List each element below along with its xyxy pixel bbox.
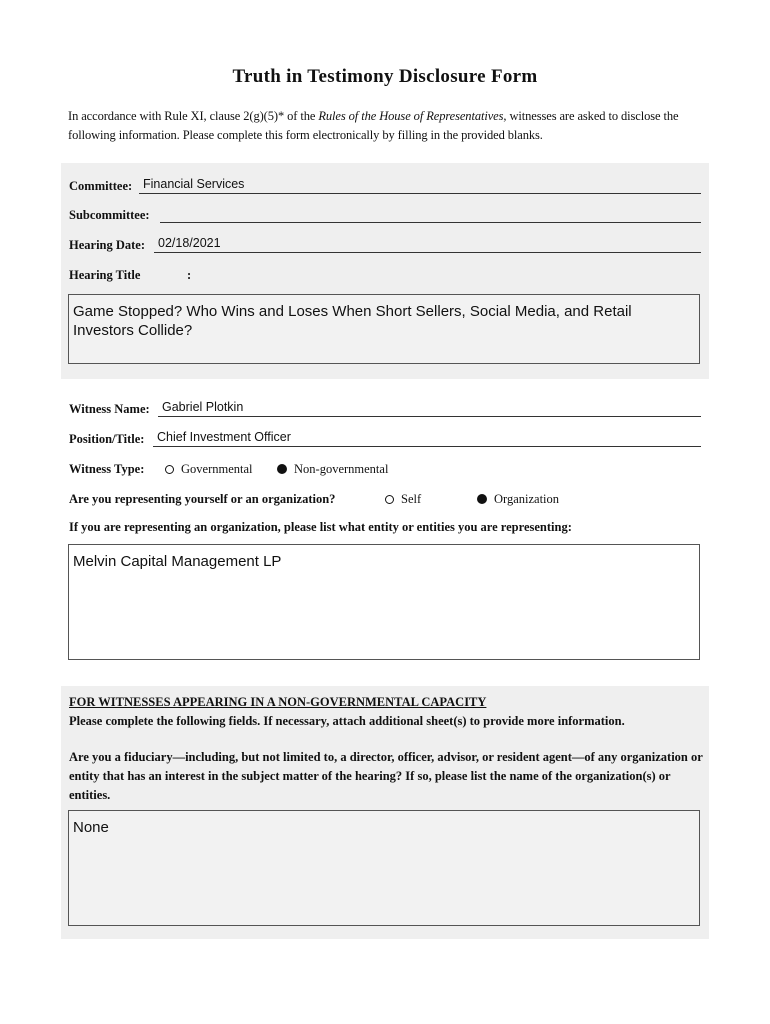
witness-name-row: [69, 397, 701, 417]
hearing-date-label: Hearing Date:: [69, 238, 146, 252]
hearing-title-box[interactable]: Game Stopped? Who Wins and Loses When Short Sellers, Social Media, and Retail Investors Collide?: [68, 294, 700, 364]
radio-self-label: Self: [401, 492, 422, 506]
radio-non-governmental-icon: [277, 464, 287, 474]
committee-value: Financial Services: [143, 177, 245, 191]
intro-text-end: , witnesses are asked to disclose the following information. Please complete this form electronically by filling in the provided blanks.: [68, 109, 679, 142]
subcommittee-row: [69, 203, 701, 223]
radio-governmental-label: Governmental: [181, 462, 253, 476]
hearing-title-label: Hearing Title: [69, 268, 141, 282]
witness-name-field[interactable]: [158, 398, 701, 417]
radio-self-icon: [385, 495, 394, 504]
committee-label: Committee:: [69, 179, 133, 193]
hearing-title-row: [69, 263, 701, 283]
fiduciary-box[interactable]: None: [68, 810, 700, 926]
radio-governmental[interactable]: [165, 462, 253, 477]
representing-label: Are you representing yourself or an organization?: [69, 492, 336, 506]
intro-text-start: In accordance with Rule XI, clause 2(g)(5)* of the: [68, 109, 319, 123]
intro-paragraph: [68, 107, 718, 145]
position-title-row: [69, 427, 701, 447]
representing-row: [69, 492, 709, 507]
radio-non-governmental[interactable]: [277, 462, 388, 477]
hearing-date-field[interactable]: [154, 234, 701, 253]
fiduciary-question: Are you a fiduciary—including, but not limited to, a director, officer, advisor, or resident agent—of any organization or entity that has an interest in the subject matter of the hearing? If so, please list the name of the organization(s) or entities.: [69, 750, 703, 802]
position-title-value: Chief Investment Officer: [157, 430, 291, 444]
nongov-heading: FOR WITNESSES APPEARING IN A NON-GOVERNMENTAL CAPACITY: [69, 695, 487, 709]
radio-organization-label: Organization: [494, 492, 560, 506]
subcommittee-label: Subcommittee:: [69, 208, 150, 222]
witness-name-value: Gabriel Plotkin: [162, 400, 244, 414]
committee-field[interactable]: [139, 175, 701, 194]
radio-organization[interactable]: [477, 492, 559, 507]
radio-non-governmental-label: Non-governmental: [294, 462, 389, 476]
witness-type-row: [69, 462, 709, 477]
witness-name-label: Witness Name:: [69, 402, 150, 416]
entities-label: If you are representing an organization, please list what entity or entities you are representing:: [69, 520, 572, 534]
hearing-date-value: 02/18/2021: [158, 236, 221, 250]
entities-box[interactable]: Melvin Capital Management LP: [68, 544, 700, 660]
hearing-date-row: [69, 233, 701, 253]
position-title-field[interactable]: [153, 428, 701, 447]
position-title-label: Position/Title:: [69, 432, 145, 446]
witness-type-label: Witness Type:: [69, 462, 145, 476]
nongov-instructions: Please complete the following fields. If necessary, attach additional sheet(s) to provide more information.: [69, 714, 625, 728]
hearing-title-colon: :: [187, 268, 192, 282]
radio-self[interactable]: [385, 492, 421, 507]
intro-rules-title: Rules of the House of Representatives: [318, 109, 504, 123]
committee-row: [69, 174, 701, 194]
radio-governmental-icon: [165, 465, 174, 474]
form-title: Truth in Testimony Disclosure Form: [232, 66, 538, 87]
radio-organization-icon: [477, 494, 487, 504]
subcommittee-field[interactable]: [160, 204, 701, 223]
